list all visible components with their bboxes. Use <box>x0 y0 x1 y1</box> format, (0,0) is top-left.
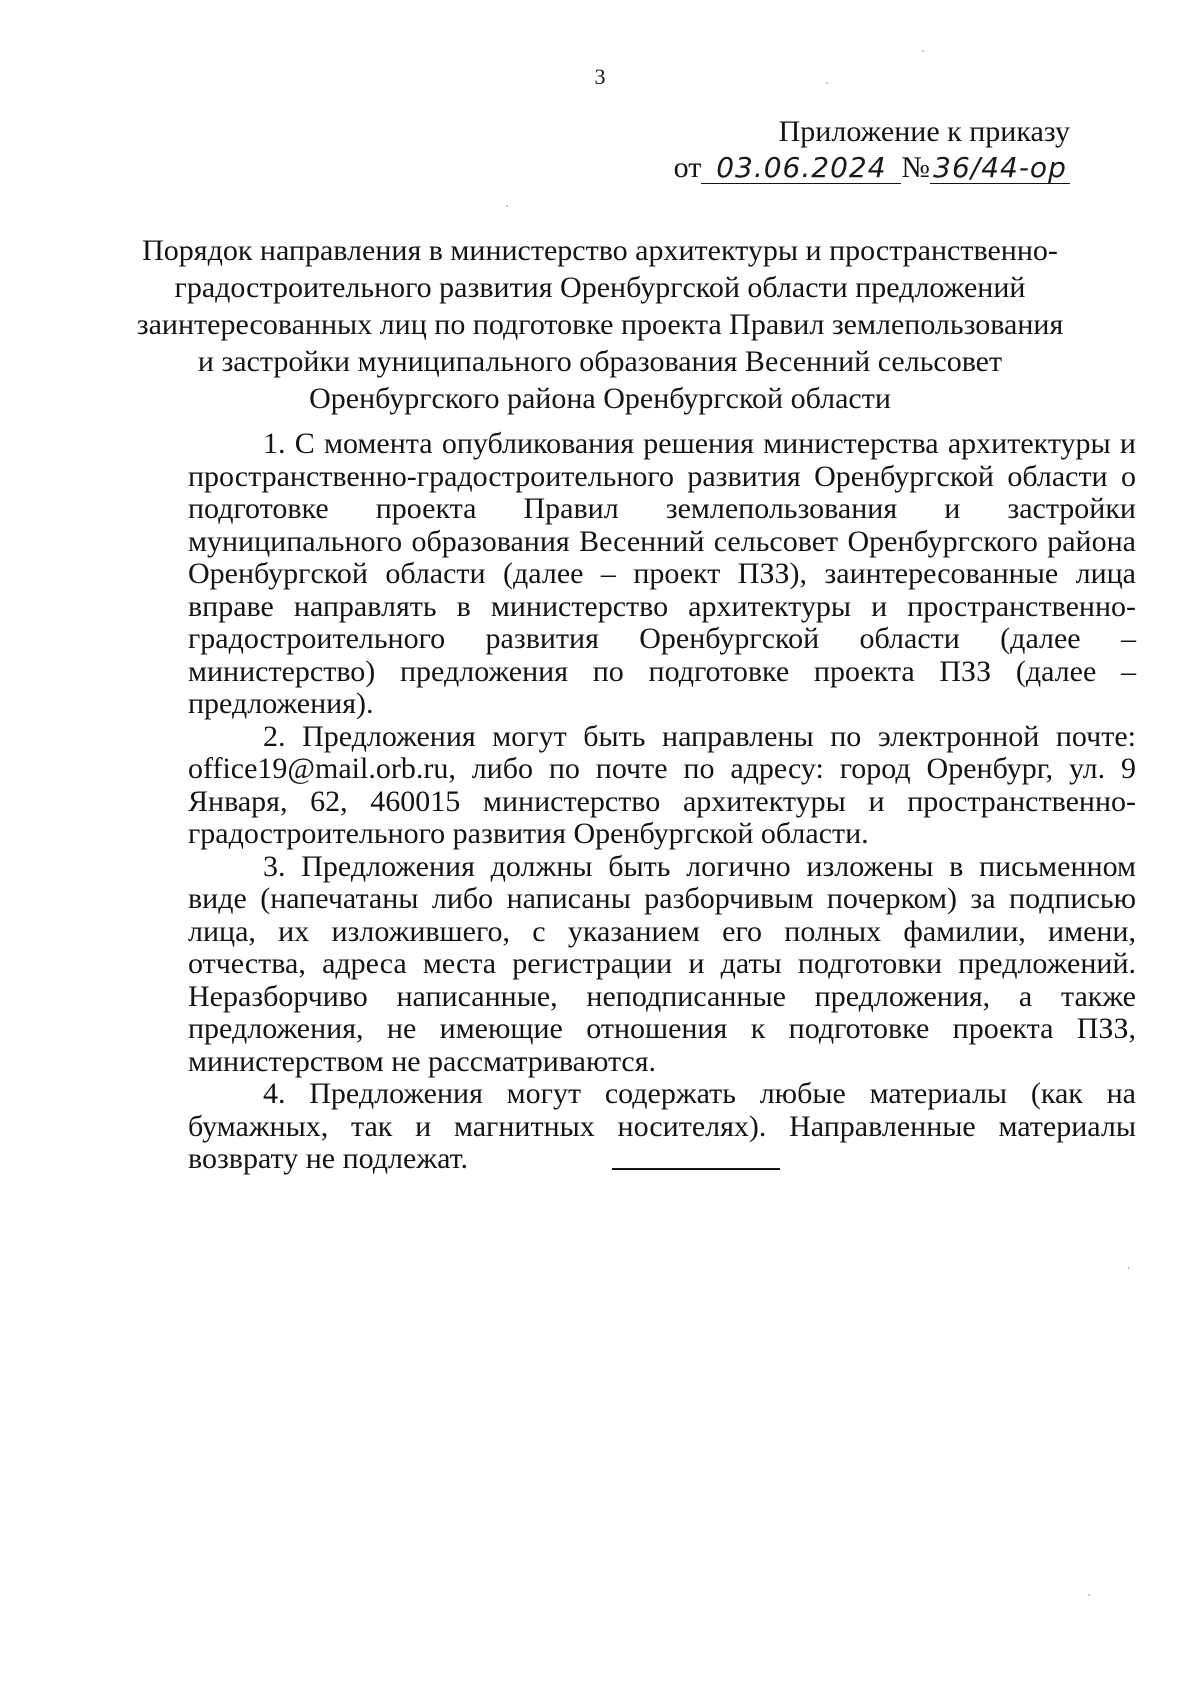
scan-speck <box>922 50 924 52</box>
scan-speck <box>1128 1267 1130 1269</box>
scan-speck <box>506 205 508 207</box>
scan-speck <box>826 82 828 84</box>
paragraph-3: 3. Предложения должны быть логично изложены в письменном виде (напечатаны либо написаны разборчивым почерком) за подписью лица, их изложившего, с указанием его полных фамилии, имени, отчества, адреса места регистрации и даты подготовки предложений. Неразборчиво написанные, неподписанные предложения, а также предложения, не имеющие отношения к подготовке проекта ПЗЗ, министерством не рассматриваются. <box>188 849 1136 1078</box>
title-line: градостроительного развития Оренбургской области предложений <box>174 271 1026 304</box>
handwritten-date: 03.06.2024 <box>701 153 901 184</box>
handwritten-order-number: 36/44-ор <box>930 153 1070 184</box>
end-of-document-rule <box>612 1168 780 1170</box>
number-prefix: № <box>901 151 930 184</box>
title-line: Оренбургского района Оренбургской области <box>309 382 891 415</box>
title-line: заинтересованных лиц по подготовке проекта Правил землепользования <box>136 308 1064 341</box>
page-number: 3 <box>594 64 606 89</box>
scan-speck <box>1088 1594 1090 1596</box>
date-prefix: от <box>673 151 702 184</box>
title-line: Порядок направления в министерство архитектуры и пространственно- <box>142 234 1058 267</box>
order-reference-line <box>674 150 1070 186</box>
paragraph-1: 1. С момента опубликования решения министерства архитектуры и пространственно-градостроительного развития Оренбургской области о подготовке проекта Правил землепользования и застройки муниципального образования Весенний сельсовет Оренбургского района Оренбургской области (далее – проект ПЗЗ), заинтересованные лица вправе направлять в министерство архитектуры и пространственно-градостроительного развития Оренбургской области (далее – министерство) предложения по подготовке проекта ПЗЗ (далее – предложения). <box>188 427 1136 720</box>
title-line: и застройки муниципального образования Весенний сельсовет <box>197 345 1003 378</box>
appendix-reference <box>674 114 1070 186</box>
appendix-heading: Приложение к приказу <box>778 115 1070 148</box>
paragraph-2: 2. Предложения могут быть направлены по электронной почте: office19@mail.orb.ru, либо по почте по адресу: город Оренбург, ул. 9 Января, 62, 460015 министерство архитектуры и пространственно-градостроительного развития Оренбургской области. <box>188 719 1136 850</box>
paragraph-4: 4. Предложения могут содержать любые материалы (как на бумажных, так и магнитных носителях). Направленные материалы возврату не подлежат. <box>188 1077 1136 1175</box>
document-body <box>188 428 1136 1176</box>
document-title <box>100 232 1100 417</box>
